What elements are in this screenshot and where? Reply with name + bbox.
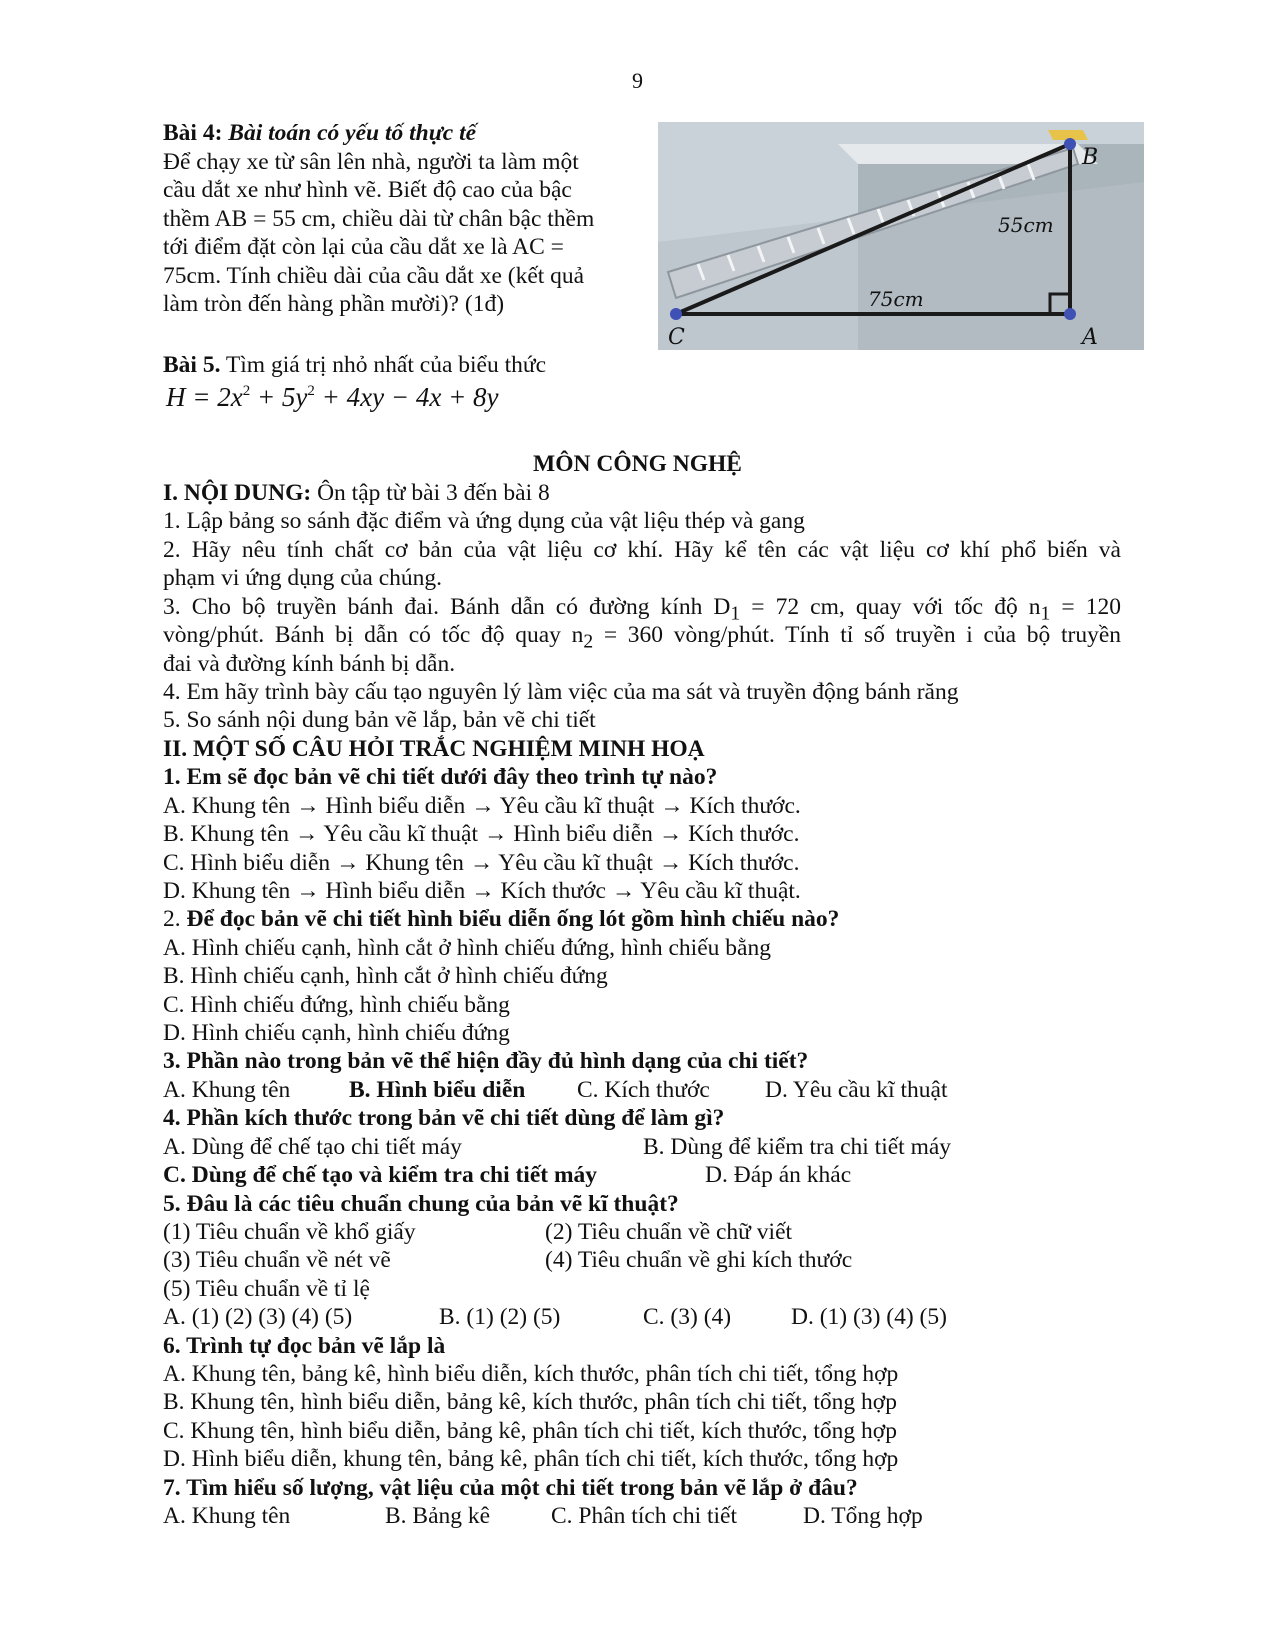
ramp-figure bbox=[658, 122, 1144, 350]
answer-option: D. Hình biểu diễn, khung tên, bảng kê, phân tích chi tiết, kích thước, tổng hợp bbox=[163, 1446, 899, 1472]
answer-option: C. Kích thước bbox=[577, 1077, 710, 1103]
bai4-line: thềm AB = 55 cm, chiều dài từ chân bậc thềm bbox=[163, 206, 595, 232]
answer-option: B. (1) (2) (5) bbox=[439, 1304, 561, 1330]
content-item: 5. So sánh nội dung bản vẽ lắp, bản vẽ chi tiết bbox=[163, 707, 596, 733]
bai4-title bbox=[163, 119, 476, 147]
question-text: 1. Em sẽ đọc bản vẽ chi tiết dưới đây theo trình tự nào? bbox=[163, 764, 718, 790]
section2-title bbox=[163, 735, 705, 763]
q3-text: = 120 bbox=[1050, 594, 1121, 620]
answer-option: C. Phân tích chi tiết bbox=[551, 1503, 738, 1529]
label-a: A bbox=[1082, 325, 1098, 350]
criteria-item: (2) Tiêu chuẩn về chữ viết bbox=[545, 1219, 793, 1245]
bai4-label: Bài 4: bbox=[163, 120, 223, 146]
bai4-line: cầu dắt xe như hình vẽ. Biết độ cao của bậc bbox=[163, 177, 572, 203]
answer-option: D. Đáp án khác bbox=[705, 1162, 852, 1188]
criteria-item: (4) Tiêu chuẩn về ghi kích thước bbox=[545, 1247, 853, 1273]
answer-option: D. Khung tên → Hình biểu diễn → Kích thước → Yêu cầu kĩ thuật. bbox=[163, 878, 801, 904]
bai5-expression bbox=[166, 382, 499, 413]
answer-option: A. Khung tên bbox=[163, 1077, 291, 1103]
answer-option: A. Dùng để chế tạo chi tiết máy bbox=[163, 1134, 462, 1160]
question-number: 2. bbox=[163, 906, 181, 932]
question-text: Để đọc bản vẽ chi tiết hình biểu diễn ống lót gồm hình chiếu nào? bbox=[180, 906, 840, 932]
label-ab-length: 55cm bbox=[998, 213, 1054, 237]
criteria-item: (1) Tiêu chuẩn về khổ giấy bbox=[163, 1219, 416, 1245]
question bbox=[163, 905, 839, 933]
content-item: 1. Lập bảng so sánh đặc điểm và ứng dụng của vật liệu thép và gang bbox=[163, 508, 805, 534]
question-text: 5. Đâu là các tiêu chuẩn chung của bản vẽ kĩ thuật? bbox=[163, 1191, 679, 1217]
question bbox=[163, 1332, 445, 1360]
label-ac-length: 75cm bbox=[868, 287, 924, 311]
label-c: C bbox=[668, 325, 685, 350]
bai4-line: làm tròn đến hàng phần mười)? (1đ) bbox=[163, 291, 505, 317]
point-b bbox=[1064, 138, 1076, 150]
q3-text: = 72 cm, quay với tốc độ n bbox=[740, 594, 1041, 620]
question bbox=[163, 1190, 679, 1218]
section1-title bbox=[163, 479, 550, 507]
point-a bbox=[1064, 308, 1076, 320]
section-heading: MÔN CÔNG NGHỆ bbox=[533, 451, 742, 477]
answer-option: A. (1) (2) (3) (4) (5) bbox=[163, 1304, 353, 1330]
criteria-item: (3) Tiêu chuẩn về nét vẽ bbox=[163, 1247, 391, 1273]
answer-option: C. Hình chiếu đứng, hình chiếu bằng bbox=[163, 992, 510, 1018]
criteria-item: (5) Tiêu chuẩn về tỉ lệ bbox=[163, 1276, 370, 1302]
q3-text: = 360 vòng/phút. Tính tỉ số truyền i của bộ truyền bbox=[593, 622, 1121, 648]
bai4-line: tới điểm đặt còn lại của cầu dắt xe là AC = bbox=[163, 234, 564, 260]
section1-text: Ôn tập từ bài 3 đến bài 8 bbox=[311, 480, 550, 506]
subscript: 1 bbox=[1040, 603, 1051, 625]
question bbox=[163, 1474, 858, 1502]
answer-option: D. Yêu cầu kĩ thuật bbox=[765, 1077, 948, 1103]
content-item: 4. Em hãy trình bày cấu tạo nguyên lý làm việc của ma sát và truyền động bánh răng bbox=[163, 679, 959, 705]
q3-text: vòng/phút. Bánh bị dẫn có tốc độ quay n bbox=[163, 622, 584, 648]
eq-part-2: + 5y bbox=[250, 382, 308, 412]
bai4-title-text: Bài toán có yếu tố thực tế bbox=[228, 120, 477, 146]
bai5-title bbox=[163, 351, 546, 379]
question bbox=[163, 763, 717, 791]
eq-exponent: 2 bbox=[242, 383, 251, 399]
eq-part-3: + 4xy − 4x + 8y bbox=[314, 382, 499, 412]
question-text: 4. Phần kích thước trong bản vẽ chi tiết dùng để làm gì? bbox=[163, 1105, 725, 1131]
bai5-text: Tìm giá trị nhỏ nhất của biểu thức bbox=[220, 352, 547, 378]
bai4-line: Để chạy xe từ sân lên nhà, người ta làm một bbox=[163, 149, 579, 175]
answer-option: A. Hình chiếu cạnh, hình cắt ở hình chiếu đứng, hình chiếu bằng bbox=[163, 935, 771, 961]
bai5-label: Bài 5. bbox=[163, 352, 221, 378]
answer-option: D. Tổng hợp bbox=[803, 1503, 923, 1529]
question bbox=[163, 1047, 808, 1075]
answer-option-correct: B. Hình biểu diễn bbox=[349, 1077, 526, 1103]
section1-label: I. NỘI DUNG: bbox=[163, 480, 312, 506]
answer-option: B. Hình chiếu cạnh, hình cắt ở hình chiếu đứng bbox=[163, 963, 608, 989]
section2-title-text: II. MỘT SỐ CÂU HỎI TRẮC NGHIỆM MINH HOẠ bbox=[163, 736, 705, 762]
answer-option: C. Hình biểu diễn → Khung tên → Yêu cầu kĩ thuật → Kích thước. bbox=[163, 850, 800, 876]
answer-option: D. Hình chiếu cạnh, hình chiếu đứng bbox=[163, 1020, 510, 1046]
label-b: B bbox=[1082, 145, 1099, 170]
answer-option: B. Khung tên → Yêu cầu kĩ thuật → Hình biểu diễn → Kích thước. bbox=[163, 821, 800, 847]
point-c bbox=[670, 308, 682, 320]
answer-option: A. Khung tên bbox=[163, 1503, 291, 1529]
answer-option: A. Khung tên → Hình biểu diễn → Yêu cầu kĩ thuật → Kích thước. bbox=[163, 793, 801, 819]
question-text: 6. Trình tự đọc bản vẽ lắp là bbox=[163, 1333, 446, 1359]
question-text: 3. Phần nào trong bản vẽ thể hiện đầy đủ hình dạng của chi tiết? bbox=[163, 1048, 809, 1074]
answer-option: B. Khung tên, hình biểu diễn, bảng kê, kích thước, phân tích chi tiết, tổng hợp bbox=[163, 1389, 897, 1415]
answer-option: B. Bảng kê bbox=[385, 1503, 491, 1529]
answer-option: D. (1) (3) (4) (5) bbox=[791, 1304, 947, 1330]
content-item: đai và đường kính bánh bị dẫn. bbox=[163, 651, 456, 677]
subscript: 1 bbox=[730, 603, 741, 625]
answer-option: C. Khung tên, hình biểu diễn, bảng kê, phân tích chi tiết, kích thước, tổng hợp bbox=[163, 1418, 897, 1444]
answer-option-correct: C. Dùng để chế tạo và kiểm tra chi tiết máy bbox=[163, 1162, 598, 1188]
page-number: 9 bbox=[632, 68, 643, 93]
answer-option: B. Dùng để kiểm tra chi tiết máy bbox=[643, 1134, 952, 1160]
content-item: 2. Hãy nêu tính chất cơ bản của vật liệu cơ khí. Hãy kể tên các vật liệu cơ khí phổ biến và bbox=[163, 537, 1121, 563]
question-text: 7. Tìm hiểu số lượng, vật liệu của một chi tiết trong bản vẽ lắp ở đâu? bbox=[163, 1475, 858, 1501]
eq-part-1: H = 2x bbox=[166, 382, 243, 412]
bai4-line: 75cm. Tính chiều dài của cầu dắt xe (kết quả bbox=[163, 263, 585, 289]
content-item: phạm vi ứng dụng của chúng. bbox=[163, 565, 443, 591]
answer-option: A. Khung tên, bảng kê, hình biểu diễn, kích thước, phân tích chi tiết, tổng hợp bbox=[163, 1361, 899, 1387]
question bbox=[163, 1104, 724, 1132]
eq-exponent: 2 bbox=[307, 383, 315, 399]
answer-option: C. (3) (4) bbox=[643, 1304, 732, 1330]
subscript: 2 bbox=[583, 631, 594, 653]
q3-text: 3. Cho bộ truyền bánh đai. Bánh dẫn có đường kính D bbox=[163, 594, 731, 620]
